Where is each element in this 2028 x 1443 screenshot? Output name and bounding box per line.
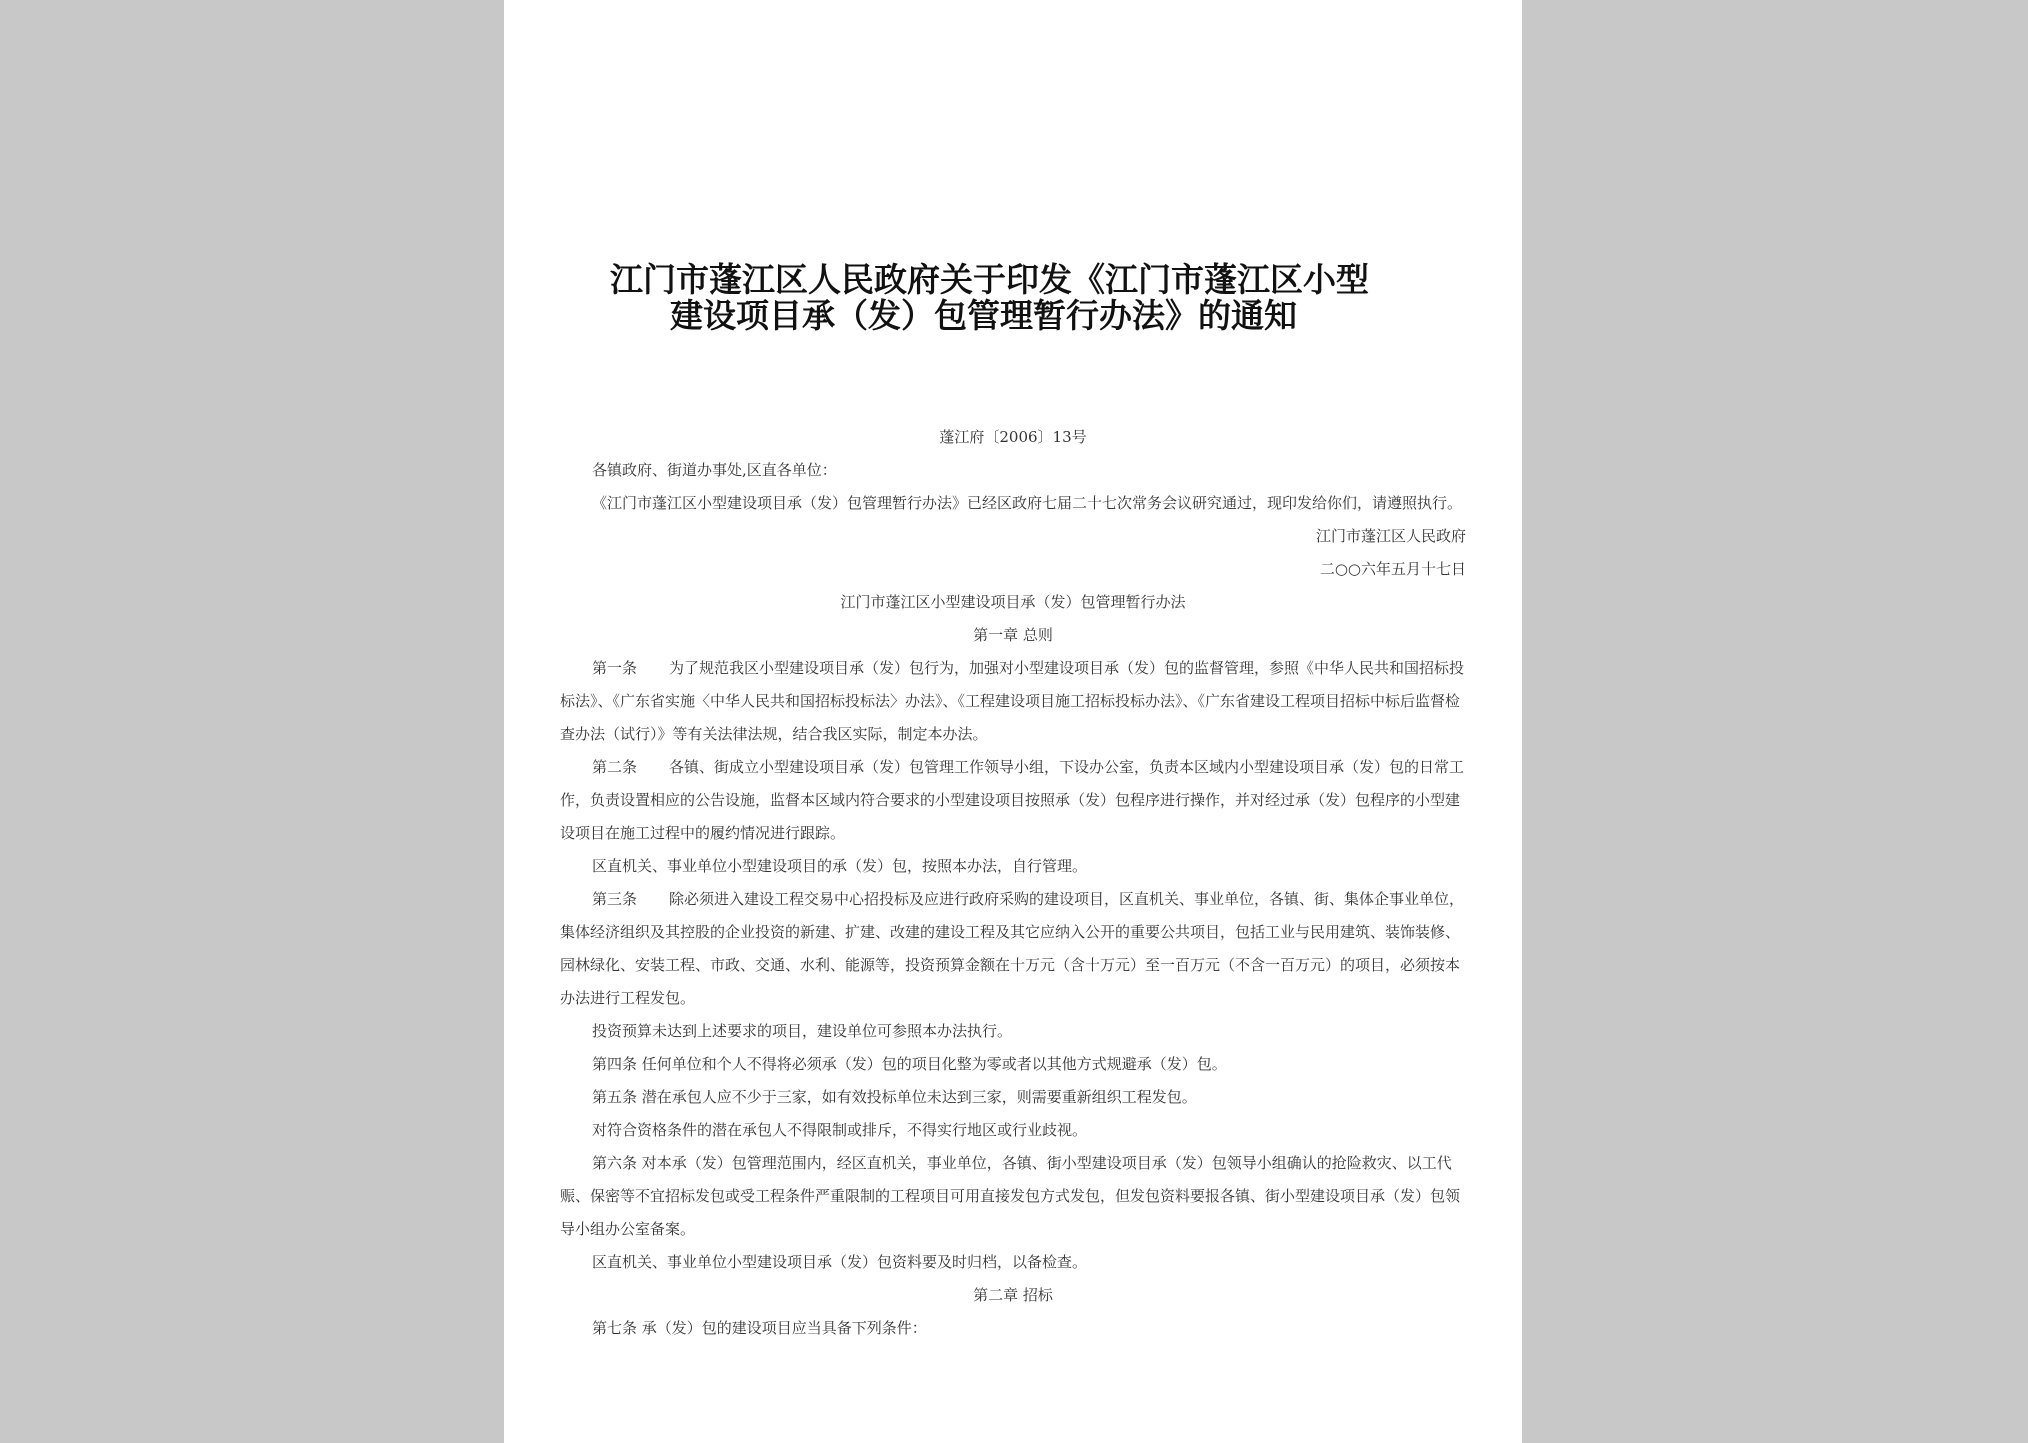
issue-date: 二○○六年五月十七日 — [1319, 560, 1466, 578]
issuer: 江门市蓬江区人民政府 — [1315, 527, 1466, 545]
article-1 — [560, 652, 1466, 751]
title-line-2: 建设项目承（发）包管理暂行办法》的通知 — [670, 296, 1297, 335]
article-5: 第五条 潜在承包人应不少于三家，如有效投标单位未达到三家，则需要重新组织工程发包。 — [592, 1088, 1197, 1106]
document-body — [560, 421, 1466, 1345]
article-3-paragraph-2: 投资预算未达到上述要求的项目，建设单位可参照本办法执行。 — [592, 1022, 1013, 1040]
measures-title: 江门市蓬江区小型建设项目承（发）包管理暂行办法 — [840, 593, 1186, 611]
article-2-label: 第二条 — [592, 758, 638, 776]
article-6-paragraph-2: 区直机关、事业单位小型建设项目承（发）包资料要及时归档，以备检查。 — [592, 1253, 1088, 1271]
article-2-paragraph-2: 区直机关、事业单位小型建设项目的承（发）包，按照本办法，自行管理。 — [592, 857, 1088, 875]
article-3-text: 除必须进入建设工程交易中心招投标及应进行政府采购的建设项目，区直机关、事业单位，各镇、街、集体企事业单位，集体经济组织及其控股的企业投资的新建、扩建、改建的建设工程及其它应纳入公开的重要公共项目，包括工业与民用建筑、装饰装修、园林绿化、安装工程、市政、交通、水利、能源等，投资预算金额在十万元（含十万元）至一百万元（不含一百万元）的项目，必须按本办法进行工程发包。 — [560, 890, 1465, 1007]
addressee: 各镇政府、街道办事处,区直各单位： — [592, 461, 837, 479]
title-line-1: 江门市蓬江区人民政府关于印发《江门市蓬江区小型 — [610, 260, 1369, 299]
article-3-label: 第三条 — [592, 890, 638, 908]
intro-paragraph: 《江门市蓬江区小型建设项目承（发）包管理暂行办法》已经区政府七届二十七次常务会议研究通过，现印发给你们，请遵照执行。 — [592, 494, 1463, 512]
chapter-2-heading: 第二章 招标 — [973, 1286, 1053, 1304]
article-4: 第四条 任何单位和个人不得将必须承（发）包的项目化整为零或者以其他方式规避承（发）包。 — [592, 1055, 1227, 1073]
article-3 — [560, 883, 1466, 1015]
article-1-text: 为了规范我区小型建设项目承（发）包行为，加强对小型建设项目承（发）包的监督管理，参照《中华人民共和国招标投标法》、《广东省实施〈中华人民共和国招标投标法〉办法》、《工程建设项目施工招标投标办法》、《广东省建设工程项目招标中标后监督检查办法（试行）》等有关法律法规，结合我区实际，制定本办法。 — [560, 659, 1465, 743]
article-7: 第七条 承（发）包的建设项目应当具备下列条件： — [592, 1319, 927, 1337]
article-1-label: 第一条 — [592, 659, 638, 677]
document-page — [504, 0, 1522, 1443]
article-6: 第六条 对本承（发）包管理范围内，经区直机关，事业单位，各镇、街小型建设项目承（发）包领导小组确认的抢险救灾、以工代赈、保密等不宜招标发包或受工程条件严重限制的工程项目可用直接发包方式发包，但发包资料要报各镇、街小型建设项目承（发）包领导小组办公室备案。 — [560, 1154, 1461, 1238]
article-5-paragraph-2: 对符合资格条件的潜在承包人不得限制或排斥，不得实行地区或行业歧视。 — [592, 1121, 1088, 1139]
article-2-text: 各镇、街成立小型建设项目承（发）包管理工作领导小组，下设办公室，负责本区域内小型建设项目承（发）包的日常工作，负责设置相应的公告设施，监督本区域内符合要求的小型建设项目按照承（发）包程序进行操作，并对经过承（发）包程序的小型建设项目在施工过程中的履约情况进行跟踪。 — [560, 758, 1465, 842]
article-2 — [560, 751, 1466, 850]
document-number: 蓬江府〔2006〕13号 — [939, 428, 1087, 446]
chapter-1-heading: 第一章 总则 — [973, 626, 1053, 644]
document-title — [610, 262, 1490, 334]
